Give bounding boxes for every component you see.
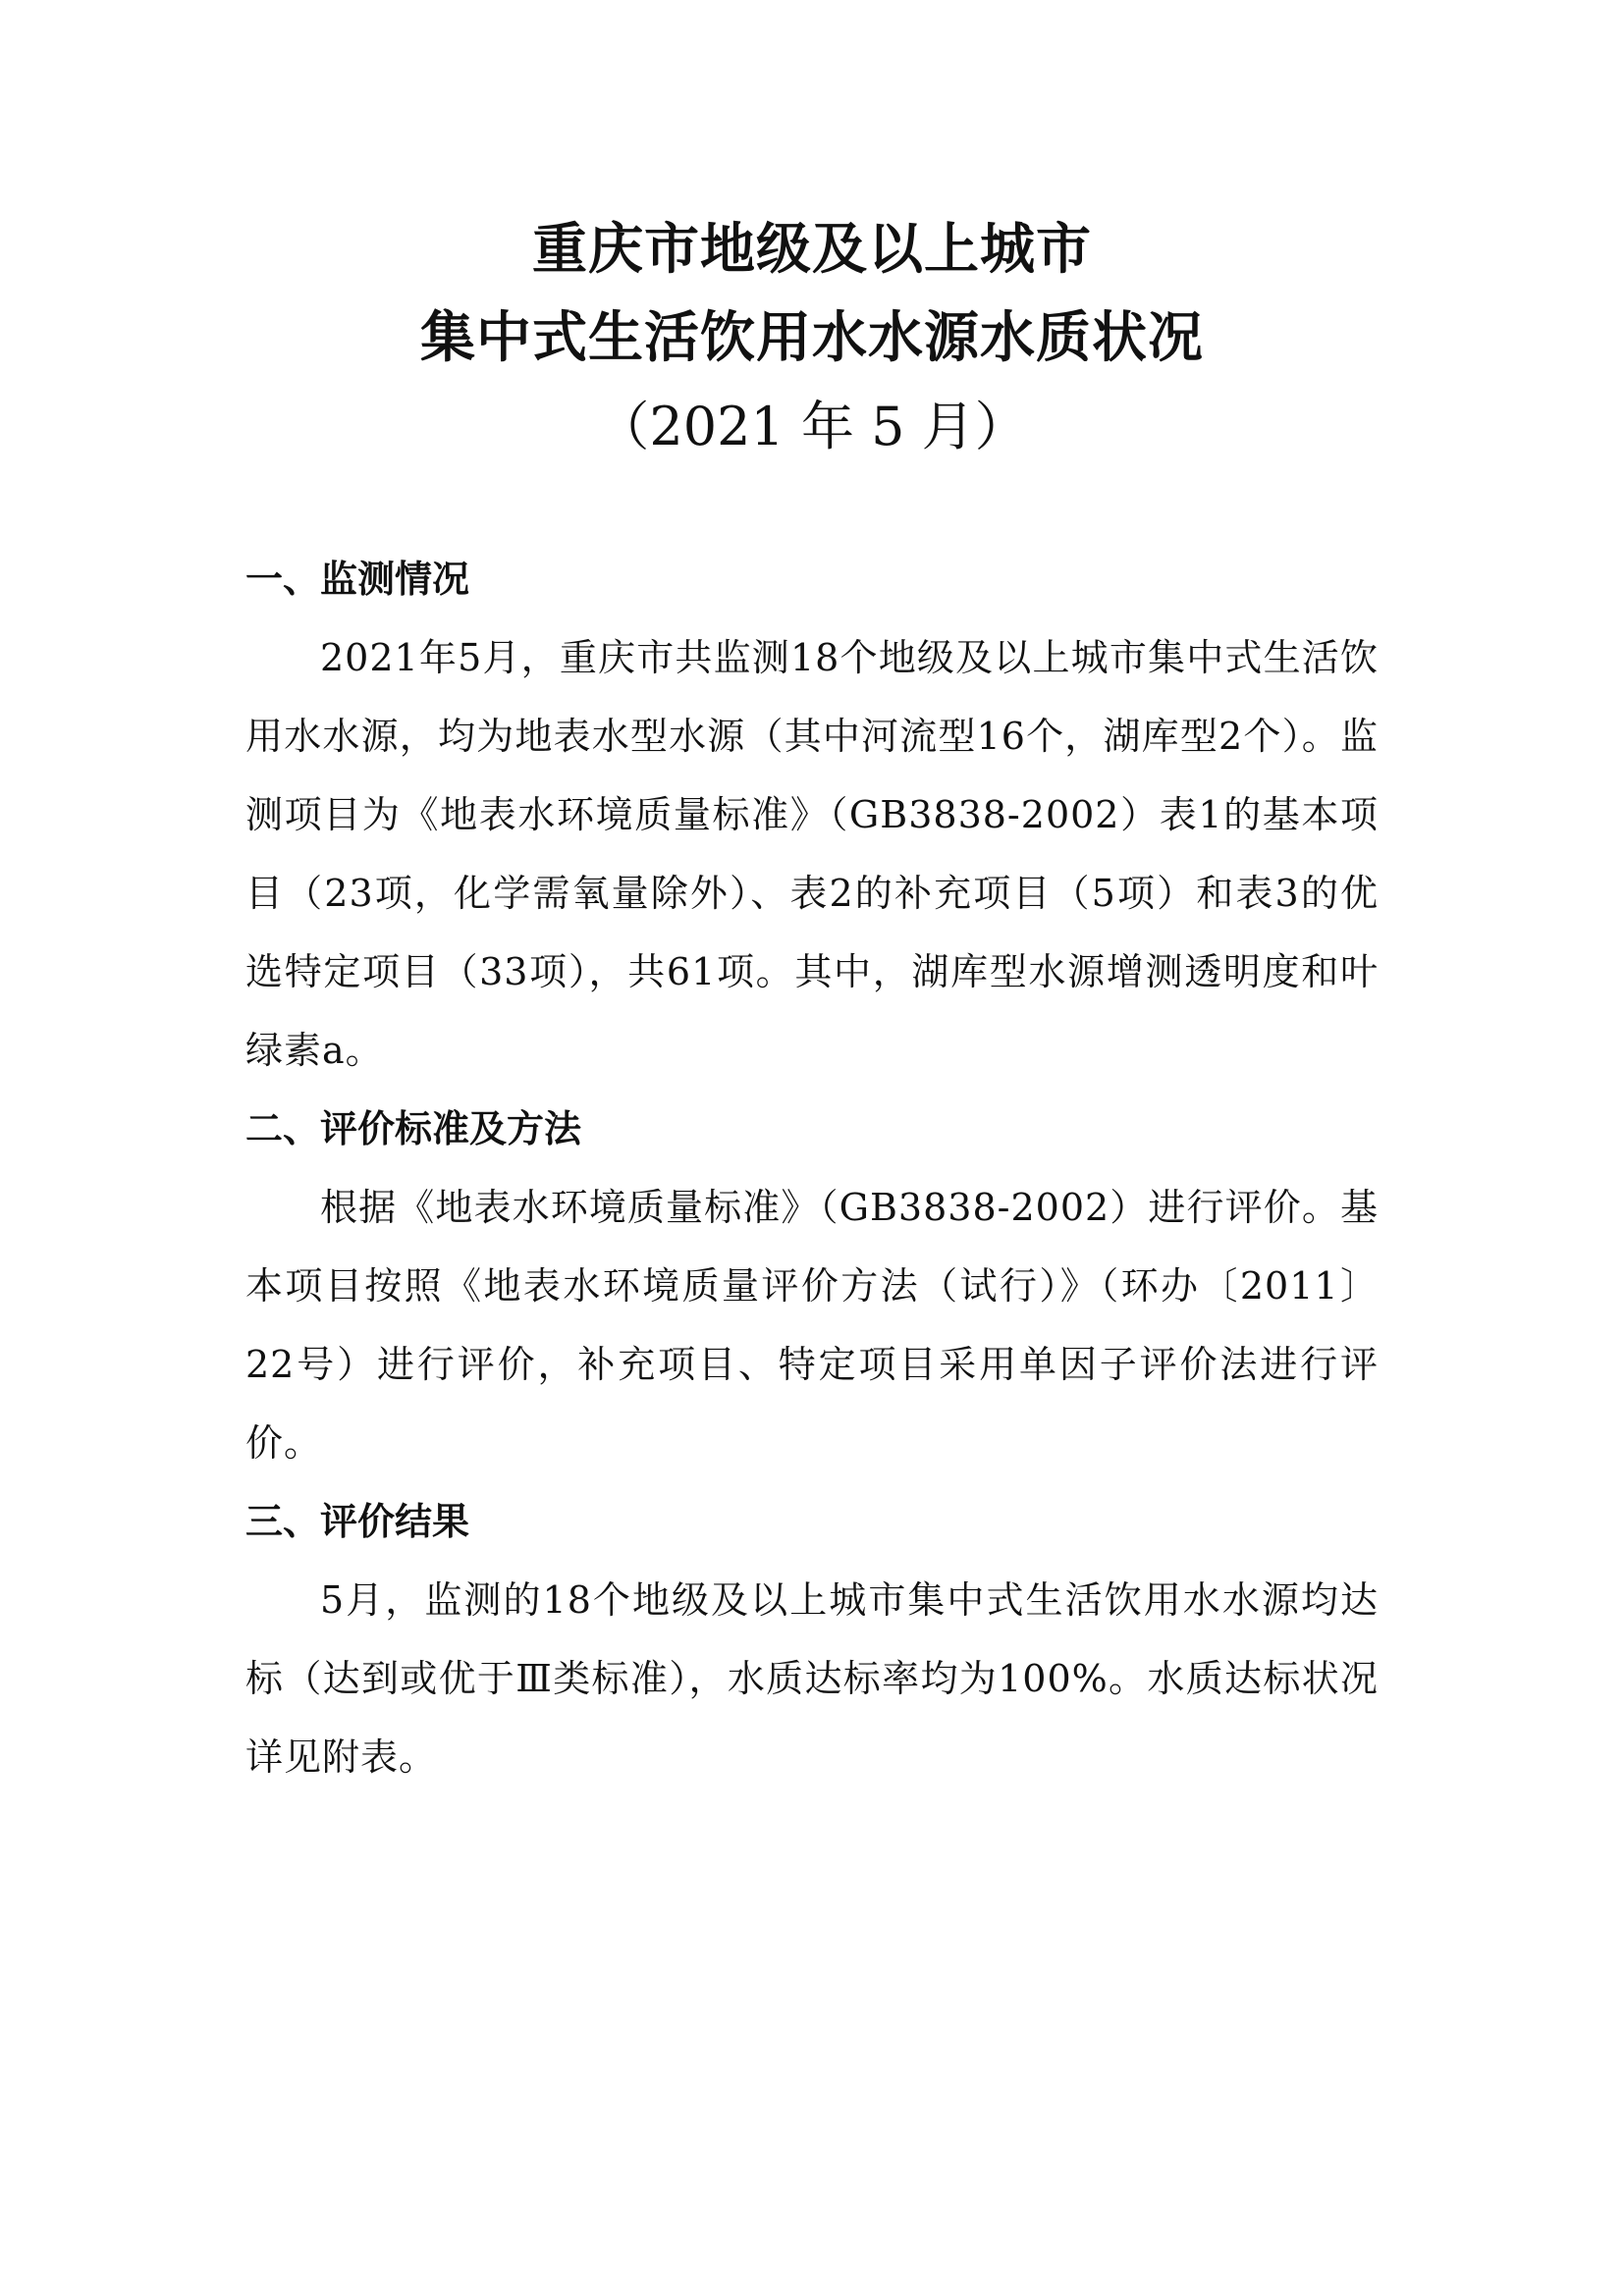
- document-body: [245, 540, 1379, 1796]
- section-heading: 二、评价标准及方法: [245, 1107, 582, 1150]
- section-standards-methods: [245, 1090, 1379, 1482]
- section-heading: 三、评价结果: [245, 1500, 470, 1543]
- section-heading: 一、监测情况: [245, 558, 470, 601]
- section-paragraph: 2021年5月，重庆市共监测18个地级及以上城市集中式生活饮用水水源，均为地表水型水源（其中河流型16个，湖库型2个）。监测项目为《地表水环境质量标准》（GB3838-2002）表1的基本项目（23项，化学需氧量除外）、表2的补充项目（5项）和表3的优选特定项目（33项），共61项。其中，湖库型水源增测透明度和叶绿素a。: [245, 636, 1379, 1072]
- document-title: [0, 206, 1624, 471]
- title-line-2: 集中式生活饮用水水源水质状况: [420, 306, 1204, 370]
- section-paragraph: 根据《地表水环境质量标准》（GB3838-2002）进行评价。基本项目按照《地表水环境质量评价方法（试行）》（环办〔2011〕22号）进行评价，补充项目、特定项目采用单因子评价法进行评价。: [245, 1186, 1379, 1465]
- title-line-1: 重庆市地级及以上城市: [532, 218, 1092, 282]
- section-results: [245, 1482, 1379, 1796]
- section-monitoring: [245, 540, 1379, 1090]
- title-date: （2021 年 5 月）: [596, 396, 1028, 457]
- section-paragraph: 5月，监测的18个地级及以上城市集中式生活饮用水水源均达标（达到或优于Ⅲ类标准），水质达标率均为100%。水质达标状况详见附表。: [245, 1578, 1379, 1779]
